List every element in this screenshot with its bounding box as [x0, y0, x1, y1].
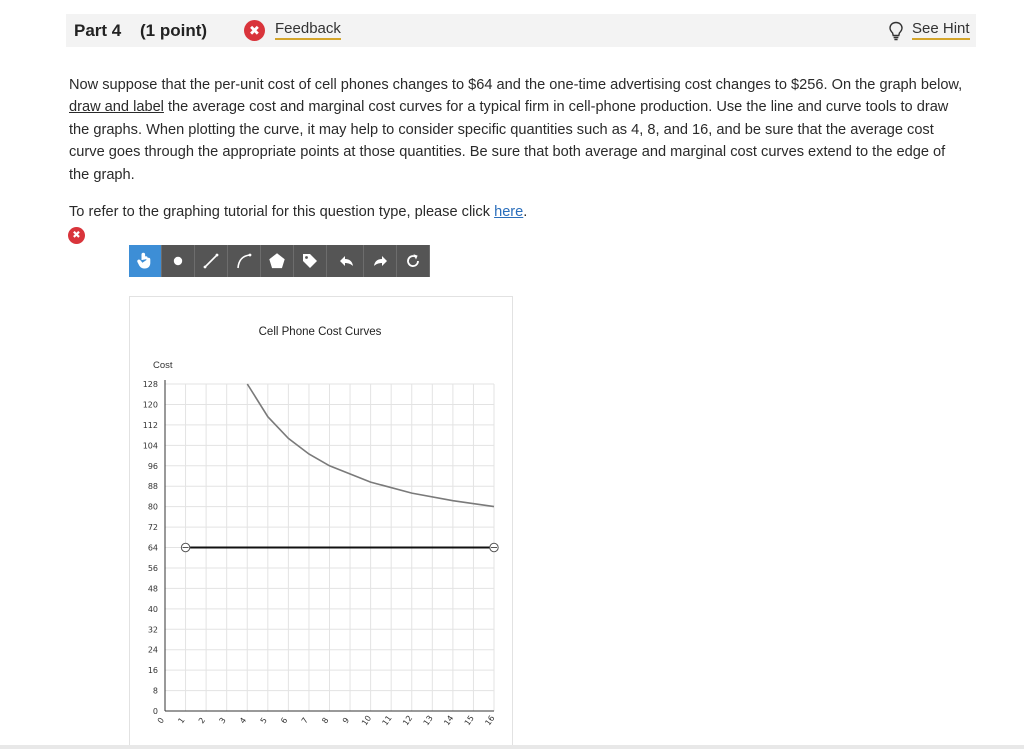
y-tick-label: 80	[147, 502, 158, 512]
part-points: (1 point)	[140, 20, 208, 40]
question-seg-3: the average cost and marginal cost curves for a typical firm in cell-phone production. Use the line and curve tools to draw the graphs. When plotting the curve, it may help to consider specific quantities such as 4, 8, and 16, and be sure that the average cost curve goes through the appropriate points at those quantities. Be sure that both average and marginal cost curves extend to the edge of the graph.	[69, 99, 949, 183]
x-tick-label: 12	[401, 713, 415, 728]
y-tick-label: 48	[147, 584, 158, 594]
y-tick-label: 96	[147, 461, 158, 471]
undo-icon[interactable]	[331, 245, 364, 277]
x-tick-label: 6	[279, 715, 290, 726]
x-tick-label: 0	[155, 715, 167, 726]
graph-toolbar	[129, 245, 430, 277]
y-tick-label: 24	[147, 645, 158, 655]
tutorial-text: To refer to the graphing tutorial for this question type, please click	[69, 204, 495, 220]
redo-icon[interactable]	[364, 245, 397, 277]
y-tick-label: 0	[152, 707, 158, 716]
y-tick-label: 40	[147, 604, 158, 614]
y-tick-label: 104	[142, 441, 158, 451]
x-tick-label: 5	[258, 715, 269, 726]
question-seg-1: Now suppose that the per-unit cost of cell phones changes to $64 and the one-time advertising cost changes to $256. On the graph below,	[69, 77, 963, 93]
x-tick-label: 4	[238, 715, 249, 726]
y-tick-label: 120	[142, 400, 158, 410]
y-tick-label: 32	[147, 625, 158, 635]
y-tick-label: 88	[147, 482, 158, 492]
y-tick-label: 72	[147, 523, 158, 533]
tutorial-link[interactable]: here	[494, 204, 524, 220]
page-bottom-divider	[0, 745, 1024, 749]
x-tick-label: 9	[340, 715, 352, 726]
incorrect-x-icon: ✖	[68, 227, 85, 244]
tutorial-line	[69, 204, 527, 220]
x-tick-label: 13	[421, 713, 435, 728]
y-tick-label: 112	[142, 420, 158, 430]
x-tick-label: 3	[217, 715, 228, 726]
y-tick-label: 64	[147, 543, 158, 553]
feedback-link[interactable]: Feedback	[275, 20, 341, 40]
x-tick-label: 11	[380, 713, 394, 728]
chart-title: Cell Phone Cost Curves	[258, 326, 382, 338]
y-tick-label: 8	[152, 686, 158, 696]
line-icon[interactable]	[195, 245, 228, 277]
point-icon[interactable]	[162, 245, 195, 277]
question-text	[69, 74, 969, 186]
part-header	[66, 14, 976, 47]
graph-panel[interactable]	[129, 296, 513, 749]
x-tick-label: 15	[462, 713, 476, 728]
curve-icon[interactable]	[228, 245, 261, 277]
y-tick-label: 128	[142, 380, 158, 389]
cost-chart[interactable]	[130, 297, 512, 748]
y-axis-label: Cost	[153, 360, 173, 371]
x-tick-label: 16	[483, 713, 497, 728]
x-tick-label: 8	[320, 715, 331, 726]
lightbulb-icon	[888, 21, 904, 41]
reset-icon[interactable]	[397, 245, 430, 277]
y-tick-label: 16	[147, 666, 158, 676]
x-tick-label: 1	[176, 715, 187, 726]
see-hint-link[interactable]: See Hint	[912, 20, 970, 40]
x-tick-label: 14	[442, 713, 456, 728]
question-emphasis: draw and label	[69, 99, 164, 116]
part-title: Part 4	[74, 20, 122, 40]
polygon-icon[interactable]	[261, 245, 294, 277]
label-tag-icon[interactable]	[294, 245, 327, 277]
x-tick-label: 2	[196, 715, 208, 726]
y-tick-label: 56	[147, 563, 158, 573]
hand-pointer-icon[interactable]	[129, 245, 162, 277]
tutorial-suffix: .	[523, 204, 528, 220]
error-x-icon: ✖	[244, 20, 265, 41]
x-tick-label: 7	[299, 715, 311, 726]
x-tick-label: 10	[359, 713, 374, 728]
